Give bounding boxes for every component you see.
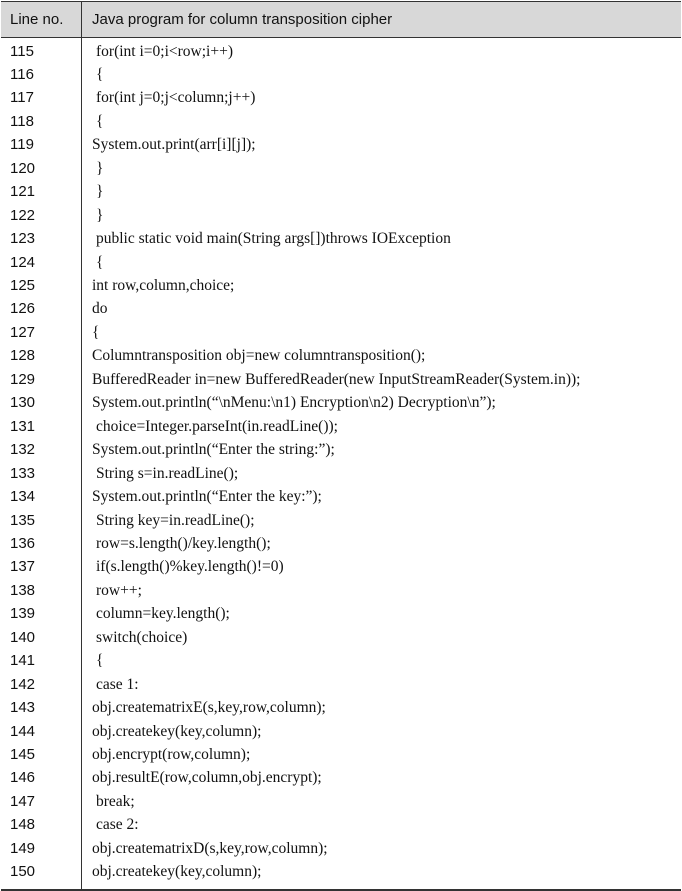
line-number: 125 <box>10 277 36 294</box>
code-line: { <box>96 65 104 83</box>
code-line: obj.resultE(row,column,obj.encrypt); <box>92 769 322 787</box>
line-number: 124 <box>10 253 36 271</box>
code-line: row=s.length()/key.length(); <box>96 534 271 552</box>
table-row <box>1 837 681 861</box>
line-number: 142 <box>10 675 36 693</box>
line-number: 130 <box>10 394 36 412</box>
table-row <box>1 555 681 579</box>
line-number: 143 <box>10 699 36 717</box>
table-row <box>1 297 681 321</box>
table-row <box>1 696 681 720</box>
line-number: 118 <box>10 112 34 130</box>
code-line: case 1: <box>96 675 139 693</box>
code-line: Columntransposition obj=new columntransposition(); <box>92 347 426 365</box>
code-line: } <box>96 206 104 224</box>
table-row <box>1 40 681 64</box>
line-number: 147 <box>10 792 36 810</box>
code-line: obj.createkey(key,column); <box>92 863 262 881</box>
line-number: 115 <box>10 42 34 60</box>
table-row <box>1 344 681 368</box>
table-row <box>1 391 681 415</box>
table-row <box>1 743 681 767</box>
table-row <box>1 462 681 486</box>
line-number: 117 <box>10 89 34 107</box>
table-row <box>1 720 681 744</box>
line-number: 132 <box>10 441 36 459</box>
line-number: 126 <box>10 300 36 318</box>
code-line: break; <box>96 792 135 810</box>
table-row <box>1 602 681 626</box>
code-line: do <box>92 300 108 318</box>
code-line: System.out.println(“Enter the key:”); <box>92 488 322 506</box>
table-row <box>1 86 681 110</box>
table-row <box>1 110 681 134</box>
code-line: System.out.print(arr[i][j]); <box>92 136 256 154</box>
code-line: BufferedReader in=new BufferedReader(new InputStreamReader(System.in)); <box>92 370 581 388</box>
table-row <box>1 790 681 814</box>
code-line: case 2: <box>96 816 139 834</box>
code-line: } <box>96 159 104 177</box>
code-line: if(s.length()%key.length()!=0) <box>96 558 284 576</box>
line-number: 119 <box>10 136 34 154</box>
table-row <box>1 485 681 509</box>
code-line: obj.creatematrixE(s,key,row,column); <box>92 699 326 717</box>
code-line: choice=Integer.parseInt(in.readLine()); <box>96 417 338 435</box>
line-number: 148 <box>10 816 36 834</box>
code-line: } <box>96 183 104 201</box>
line-number: 129 <box>10 370 36 388</box>
table-row <box>1 180 681 204</box>
line-number: 123 <box>10 230 36 248</box>
table-row <box>1 532 681 556</box>
code-line: public static void main(String args[])throws IOException <box>96 230 451 248</box>
line-number: 137 <box>10 558 36 576</box>
table-row <box>1 813 681 837</box>
line-number: 146 <box>10 769 36 787</box>
code-line: System.out.println(“\nMenu:\n1) Encryption\n2) Decryption\n”); <box>92 394 496 412</box>
table-row <box>1 673 681 697</box>
line-number: 144 <box>10 722 36 740</box>
table-row <box>1 626 681 650</box>
line-number: 120 <box>10 159 36 177</box>
line-number: 122 <box>10 206 36 224</box>
code-line: obj.creatematrixD(s,key,row,column); <box>92 839 328 857</box>
line-number: 138 <box>10 581 36 599</box>
header-line-no: Line no. <box>10 11 64 28</box>
code-line: row++; <box>96 581 142 599</box>
code-line: column=key.length(); <box>96 605 230 623</box>
table-row <box>1 63 681 87</box>
code-listing-table <box>1 1 681 891</box>
line-number: 140 <box>10 628 36 646</box>
table-row <box>1 133 681 157</box>
line-number: 128 <box>10 347 36 365</box>
table-row <box>1 649 681 673</box>
line-number: 141 <box>10 652 36 670</box>
code-line: obj.encrypt(row,column); <box>92 746 251 763</box>
code-line: int row,column,choice; <box>92 277 235 294</box>
code-line: String s=in.readLine(); <box>96 464 239 482</box>
line-number: 121 <box>10 183 36 201</box>
code-line: System.out.println(“Enter the string:”); <box>92 441 335 459</box>
table-header <box>1 2 681 38</box>
table-row <box>1 860 681 884</box>
table-row <box>1 509 681 533</box>
table-row <box>1 368 681 392</box>
table-row <box>1 415 681 439</box>
code-line: { <box>96 253 104 271</box>
table-row <box>1 579 681 603</box>
table-row <box>1 438 681 462</box>
table-row <box>1 274 681 298</box>
line-number: 136 <box>10 534 36 552</box>
line-number: 131 <box>10 417 36 435</box>
header-program-title: Java program for column transposition cipher <box>92 11 393 28</box>
line-number: 135 <box>10 511 36 529</box>
table-row <box>1 766 681 790</box>
line-number: 127 <box>10 323 36 341</box>
line-number: 133 <box>10 464 36 482</box>
line-number: 145 <box>10 746 36 763</box>
code-line: obj.createkey(key,column); <box>92 722 262 740</box>
line-number: 116 <box>10 65 34 83</box>
table-row <box>1 204 681 228</box>
code-line: { <box>92 323 100 341</box>
code-line: { <box>96 652 104 670</box>
line-number: 150 <box>10 863 36 881</box>
table-row <box>1 321 681 345</box>
table-row <box>1 227 681 251</box>
code-line: for(int j=0;j<column;j++) <box>96 89 256 107</box>
line-number: 134 <box>10 488 36 506</box>
code-line: { <box>96 112 104 130</box>
code-line: for(int i=0;i<row;i++) <box>96 42 233 60</box>
table-row <box>1 157 681 181</box>
code-line: String key=in.readLine(); <box>96 511 255 529</box>
line-number: 139 <box>10 605 36 623</box>
code-line: switch(choice) <box>96 628 188 646</box>
line-number: 149 <box>10 839 36 857</box>
table-row <box>1 251 681 275</box>
